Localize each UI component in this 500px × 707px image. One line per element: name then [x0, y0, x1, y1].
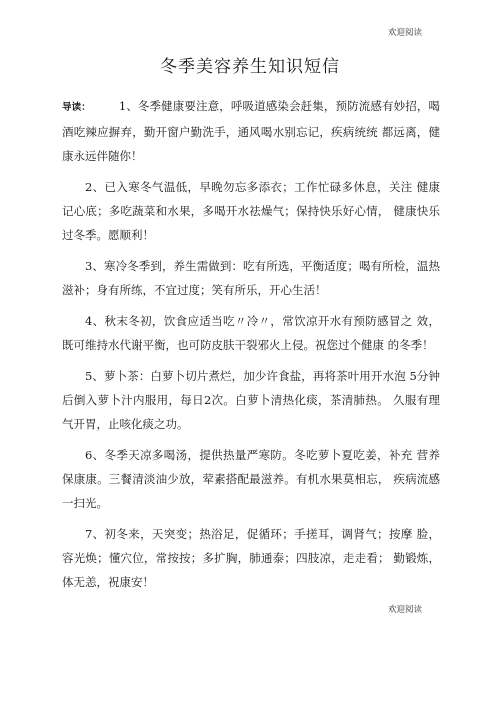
footer-note: 欢迎阅读	[387, 605, 422, 615]
paragraph-3: 3、寒冷冬季到，养生需做到：吃有所选，平衡适度；喝有所检，温热滋补；身有所练，不宜过度；笑有所乐，开心生活！	[62, 259, 440, 297]
paragraph-text: 1、冬季健康要注意，呼吸道感染会赶集，预防流感有妙招，喝酒吃辣应摒弃，勤开窗户勤洗手，通风喝水别忘记，疾病统统 都远离，健康永远伴随你！	[62, 99, 440, 163]
paragraph-intro	[62, 94, 440, 168]
paragraph-6: 6、冬季天凉多喝汤，提供热量严寒防。冬吃萝卜夏吃姜，补充 营养保康康。三餐清淡油少放，荤素搭配最滋养。有机水果莫相忘， 疾病流感一扫光。	[62, 448, 440, 510]
intro-label: 导读：	[62, 102, 91, 113]
document-body	[62, 94, 440, 601]
paragraph-2: 2、已入寒冬气温低，早晚勿忘多添衣；工作忙碌多休息，关注 健康记心底；多吃蔬菜和水果，多喝开水祛燥气；保持快乐好心情， 健康快乐过冬季。愿顺利！	[62, 180, 440, 242]
paragraph-4: 4、秋末冬初，饮食应适当吃〃冷〃，常饮凉开水有预防感冒之 效，既可维持水代谢平衡，也可防皮肤干裂邪火上侵。祝您过个健康 的冬季！	[62, 314, 440, 352]
paragraph-5: 5、萝卜茶：白萝卜切片煮烂，加少许食盐，再将茶叶用开水泡 5分钟后倒入萝卜汁内服用，每日2次。白萝卜清热化痰，茶清肺热。 久服有理气开胃，止咳化痰之功。	[62, 369, 440, 431]
header-note: 欢迎阅读	[387, 28, 422, 38]
paragraph-7: 7、初冬来，天突变；热浴足，促循环；手搓耳，调肾气；按摩 脸，容光焕；懂穴位，常按按；多扩胸，肺通泰；四肢凉，走走看； 勤锻炼，体无恙，祝康安！	[62, 527, 440, 589]
page-title: 冬季美容养生知识短信	[160, 57, 340, 77]
